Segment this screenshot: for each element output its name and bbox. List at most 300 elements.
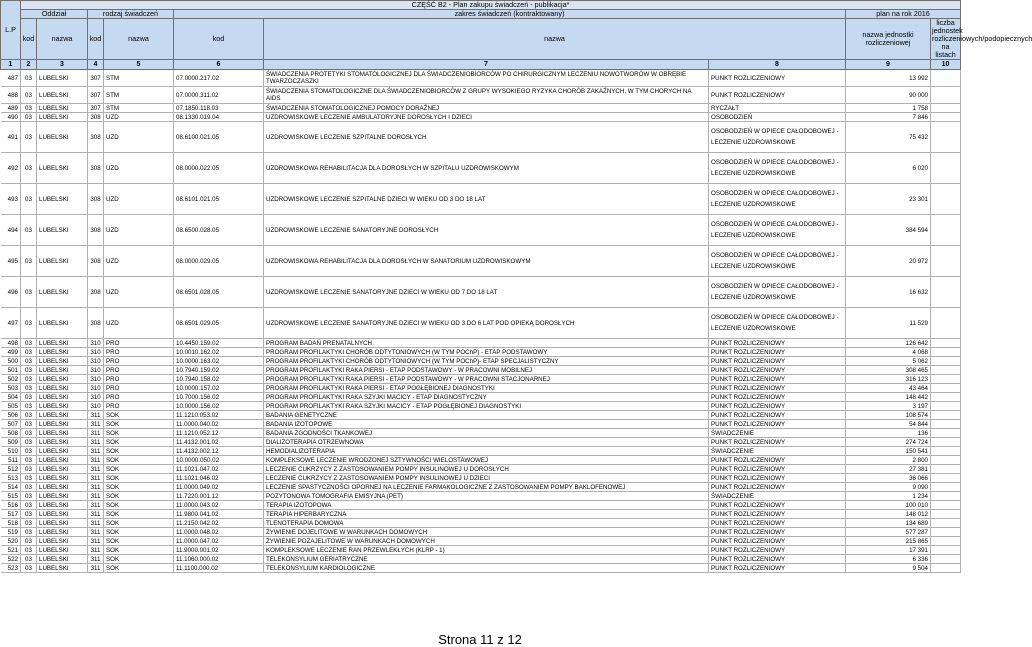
row-uwagi: [931, 483, 961, 492]
header-nazwa: nazwa: [104, 19, 174, 60]
row-oddzial-nazwa: LUBELSKI: [37, 339, 88, 348]
row-zakres-nazwa: UZDROWISKOWE LECZENIE SANATORYJNE DOROSŁYCH: [264, 215, 709, 246]
table-row: [1, 357, 961, 366]
row-oddzial-kod: 03: [21, 429, 37, 438]
row-rodzaj-kod: 310: [88, 402, 104, 411]
row-rodzaj-nazwa: STM: [104, 87, 174, 104]
row-jednostka: OSOBODZIEŃ W OPIECE CAŁODOBOWEJ - LECZENIE UZDROWISKOWE: [709, 215, 846, 246]
row-rodzaj-kod: 308: [88, 122, 104, 153]
row-jednostka: PUNKT ROZLICZENIOWY: [709, 357, 846, 366]
row-oddzial-kod: 03: [21, 348, 37, 357]
row-oddzial-nazwa: LUBELSKI: [37, 375, 88, 384]
row-zakres-nazwa: UZDROWISKOWE LECZENIE SZPITALNE DZIECI W WIEKU OD 3 DO 18 LAT: [264, 184, 709, 215]
row-lp: 513: [1, 474, 21, 483]
row-uwagi: [931, 492, 961, 501]
row-zakres-nazwa: TELEKONSYLIUM KARDIOLOGICZNE: [264, 564, 709, 573]
row-uwagi: [931, 153, 961, 184]
row-oddzial-nazwa: LUBELSKI: [37, 510, 88, 519]
row-oddzial-nazwa: LUBELSKI: [37, 483, 88, 492]
row-oddzial-nazwa: LUBELSKI: [37, 429, 88, 438]
row-jednostka: PUNKT ROZLICZENIOWY: [709, 546, 846, 555]
table-row: [1, 153, 961, 184]
row-rodzaj-kod: 310: [88, 339, 104, 348]
table-row: [1, 366, 961, 375]
row-rodzaj-nazwa: SOK: [104, 519, 174, 528]
row-uwagi: [931, 246, 961, 277]
row-uwagi: [931, 537, 961, 546]
table-row: [1, 375, 961, 384]
row-oddzial-kod: 03: [21, 393, 37, 402]
table-row: [1, 483, 961, 492]
row-rodzaj-nazwa: SOK: [104, 456, 174, 465]
row-liczba: 6 336: [846, 555, 931, 564]
table-row: [1, 492, 961, 501]
row-jednostka: PUNKT ROZLICZENIOWY: [709, 384, 846, 393]
row-zakres-nazwa: LECZENIE CUKRZYCY Z ZASTOSOWANIEM POMPY INSULINOWEJ U DOROSŁYCH: [264, 465, 709, 474]
row-uwagi: [931, 564, 961, 573]
row-oddzial-kod: 03: [21, 339, 37, 348]
header-kod: kod: [88, 19, 104, 60]
row-zakres-nazwa: ŻYWIENIE POZAJELITOWE W WARUNKACH DOMOWYCH: [264, 537, 709, 546]
header-nazwa: nazwa: [37, 19, 88, 60]
row-lp: 522: [1, 555, 21, 564]
table-row: [1, 537, 961, 546]
row-rodzaj-nazwa: STM: [104, 104, 174, 113]
row-oddzial-kod: 03: [21, 246, 37, 277]
row-lp: 516: [1, 501, 21, 510]
row-rodzaj-kod: 308: [88, 184, 104, 215]
row-zakres-kod: 10.7940.158.02: [174, 375, 264, 384]
row-zakres-kod: 11.0000.048.02: [174, 528, 264, 537]
row-zakres-nazwa: LECZENIE SPASTYCZNOŚCI OPORNEJ NA LECZENIE FARMAKOLOGICZNE Z ZASTOSOWANIEM POMPY BAKLOFENOWEJ: [264, 483, 709, 492]
row-rodzaj-nazwa: PRO: [104, 366, 174, 375]
row-zakres-kod: 08.0000.022.05: [174, 153, 264, 184]
row-rodzaj-nazwa: SOK: [104, 555, 174, 564]
row-liczba: 1 758: [846, 104, 931, 113]
row-rodzaj-kod: 311: [88, 447, 104, 456]
row-rodzaj-nazwa: PRO: [104, 393, 174, 402]
row-uwagi: [931, 465, 961, 474]
row-oddzial-kod: 03: [21, 510, 37, 519]
row-jednostka: OSOBODZIEŃ W OPIECE CAŁODOBOWEJ - LECZENIE UZDROWISKOWE: [709, 122, 846, 153]
row-liczba: 9 504: [846, 564, 931, 573]
header-title: CZĘŚĆ B2 - Plan zakupu świadczeń - publikacja*: [21, 1, 961, 10]
row-uwagi: [931, 447, 961, 456]
row-rodzaj-nazwa: SOK: [104, 483, 174, 492]
row-rodzaj-kod: 310: [88, 393, 104, 402]
row-zakres-kod: 11.4132.001.02: [174, 438, 264, 447]
row-liczba: 134 689: [846, 519, 931, 528]
row-oddzial-kod: 03: [21, 122, 37, 153]
row-zakres-nazwa: UZDROWISKOWE LECZENIE AMBULATORYJNE DOROSŁYCH I DZIECI: [264, 113, 709, 122]
row-oddzial-nazwa: LUBELSKI: [37, 122, 88, 153]
row-zakres-kod: 10.7000.156.02: [174, 393, 264, 402]
table-row: [1, 465, 961, 474]
row-oddzial-nazwa: LUBELSKI: [37, 546, 88, 555]
row-liczba: 1 234: [846, 492, 931, 501]
row-zakres-nazwa: LECZENIE CUKRZYCY Z ZASTOSOWANIEM POMPY INSULINOWEJ U DZIECI: [264, 474, 709, 483]
row-liczba: 148 442: [846, 393, 931, 402]
row-oddzial-nazwa: LUBELSKI: [37, 474, 88, 483]
row-lp: 491: [1, 122, 21, 153]
row-lp: 493: [1, 184, 21, 215]
row-rodzaj-nazwa: UZD: [104, 113, 174, 122]
row-uwagi: [931, 104, 961, 113]
row-jednostka: ŚWIADCZENIE: [709, 447, 846, 456]
header-nazwa-jednostki: nazwa jednostki rozliczeniowej: [846, 19, 931, 60]
row-uwagi: [931, 308, 961, 339]
row-jednostka: OSOBODZIEŃ W OPIECE CAŁODOBOWEJ - LECZENIE UZDROWISKOWE: [709, 246, 846, 277]
row-jednostka: PUNKT ROZLICZENIOWY: [709, 438, 846, 447]
row-oddzial-kod: 03: [21, 456, 37, 465]
row-jednostka: PUNKT ROZLICZENIOWY: [709, 528, 846, 537]
row-oddzial-kod: 03: [21, 474, 37, 483]
row-jednostka: PUNKT ROZLICZENIOWY: [709, 474, 846, 483]
row-zakres-kod: 10.0000.156.02: [174, 402, 264, 411]
row-rodzaj-kod: 310: [88, 384, 104, 393]
row-oddzial-nazwa: LUBELSKI: [37, 104, 88, 113]
row-rodzaj-nazwa: UZD: [104, 246, 174, 277]
table-row: [1, 528, 961, 537]
row-lp: 496: [1, 277, 21, 308]
row-jednostka: PUNKT ROZLICZENIOWY: [709, 483, 846, 492]
row-lp: 497: [1, 308, 21, 339]
table-row: [1, 402, 961, 411]
row-zakres-kod: 08.6500.028.05: [174, 215, 264, 246]
row-oddzial-nazwa: LUBELSKI: [37, 438, 88, 447]
row-uwagi: [931, 348, 961, 357]
row-oddzial-nazwa: LUBELSKI: [37, 564, 88, 573]
row-uwagi: [931, 528, 961, 537]
row-oddzial-nazwa: LUBELSKI: [37, 501, 88, 510]
row-rodzaj-nazwa: SOK: [104, 492, 174, 501]
row-liczba: 16 632: [846, 277, 931, 308]
header-lp: L.P: [1, 1, 21, 60]
row-uwagi: [931, 420, 961, 429]
row-rodzaj-kod: 311: [88, 510, 104, 519]
row-rodzaj-nazwa: SOK: [104, 429, 174, 438]
row-liczba: 36 066: [846, 474, 931, 483]
row-jednostka: PUNKT ROZLICZENIOWY: [709, 564, 846, 573]
row-oddzial-kod: 03: [21, 384, 37, 393]
row-jednostka: PUNKT ROZLICZENIOWY: [709, 70, 846, 87]
row-rodzaj-nazwa: SOK: [104, 438, 174, 447]
row-zakres-kod: 11.0000.047.02: [174, 537, 264, 546]
table-row: [1, 184, 961, 215]
row-liczba: 148 012: [846, 510, 931, 519]
row-rodzaj-kod: 310: [88, 366, 104, 375]
row-zakres-kod: 11.1100.000.02: [174, 564, 264, 573]
row-oddzial-kod: 03: [21, 465, 37, 474]
row-rodzaj-kod: 307: [88, 87, 104, 104]
row-zakres-nazwa: POZYTONOWA TOMOGRAFIA EMISYJNA (PET): [264, 492, 709, 501]
row-jednostka: PUNKT ROZLICZENIOWY: [709, 366, 846, 375]
row-zakres-kod: 11.0000.040.02: [174, 420, 264, 429]
row-oddzial-kod: 03: [21, 555, 37, 564]
row-lp: 489: [1, 104, 21, 113]
row-oddzial-nazwa: LUBELSKI: [37, 277, 88, 308]
row-zakres-kod: 08.6501.028.05: [174, 277, 264, 308]
row-oddzial-kod: 03: [21, 564, 37, 573]
row-liczba: 23 301: [846, 184, 931, 215]
row-rodzaj-kod: 307: [88, 104, 104, 113]
row-zakres-nazwa: DIALIZOTERAPIA OTRZEWNOWA: [264, 438, 709, 447]
row-lp: 502: [1, 375, 21, 384]
header-plan: plan na rok 2016: [846, 10, 961, 19]
row-lp: 494: [1, 215, 21, 246]
row-zakres-kod: 07.0000.311.02: [174, 87, 264, 104]
row-zakres-kod: 11.0000.043.02: [174, 501, 264, 510]
header-oddzial: Oddział: [21, 10, 88, 19]
row-zakres-nazwa: HEMODIALIZOTERAPIA: [264, 447, 709, 456]
row-rodzaj-nazwa: UZD: [104, 153, 174, 184]
row-oddzial-kod: 03: [21, 447, 37, 456]
row-zakres-nazwa: PROGRAM PROFILAKTYKI RAKA PIERSI - ETAP PODSTAWOWY - W PRACOWNI STACJONARNEJ: [264, 375, 709, 384]
row-rodzaj-nazwa: UZD: [104, 122, 174, 153]
row-lp: 495: [1, 246, 21, 277]
row-lp: 515: [1, 492, 21, 501]
header-zakres: zakres świadczeń (kontraktowany): [174, 10, 846, 19]
row-liczba: 136: [846, 429, 931, 438]
row-oddzial-nazwa: LUBELSKI: [37, 447, 88, 456]
table-row: [1, 564, 961, 573]
row-lp: 505: [1, 402, 21, 411]
row-liczba: 4 068: [846, 348, 931, 357]
column-number: 4: [88, 60, 104, 70]
row-uwagi: [931, 393, 961, 402]
row-oddzial-kod: 03: [21, 546, 37, 555]
row-rodzaj-kod: 311: [88, 456, 104, 465]
row-liczba: 215 865: [846, 537, 931, 546]
row-rodzaj-kod: 311: [88, 546, 104, 555]
row-lp: 520: [1, 537, 21, 546]
row-uwagi: [931, 357, 961, 366]
row-oddzial-kod: 03: [21, 528, 37, 537]
row-zakres-kod: 11.0000.049.02: [174, 483, 264, 492]
row-zakres-kod: 08.6101.021.05: [174, 184, 264, 215]
page-footer: Strona 11 z 12: [438, 632, 522, 647]
row-lp: 500: [1, 357, 21, 366]
table-row: [1, 339, 961, 348]
row-liczba: 20 972: [846, 246, 931, 277]
row-zakres-nazwa: BADANIA IZOTOPOWE: [264, 420, 709, 429]
table-row: [1, 113, 961, 122]
row-rodzaj-nazwa: UZD: [104, 277, 174, 308]
row-oddzial-nazwa: LUBELSKI: [37, 348, 88, 357]
row-oddzial-nazwa: LUBELSKI: [37, 87, 88, 104]
table-row: [1, 215, 961, 246]
row-uwagi: [931, 366, 961, 375]
table-row: [1, 384, 961, 393]
row-jednostka: PUNKT ROZLICZENIOWY: [709, 465, 846, 474]
row-zakres-kod: 11.7220.001.12: [174, 492, 264, 501]
column-number: 7: [264, 60, 709, 70]
column-number: 6: [174, 60, 264, 70]
row-oddzial-kod: 03: [21, 104, 37, 113]
row-lp: 511: [1, 456, 21, 465]
table-row: [1, 474, 961, 483]
row-uwagi: [931, 438, 961, 447]
row-rodzaj-kod: 310: [88, 357, 104, 366]
column-number: 1: [1, 60, 21, 70]
row-rodzaj-nazwa: UZD: [104, 215, 174, 246]
row-oddzial-nazwa: LUBELSKI: [37, 384, 88, 393]
row-zakres-kod: 11.9800.041.02: [174, 510, 264, 519]
row-oddzial-nazwa: LUBELSKI: [37, 215, 88, 246]
row-zakres-kod: 10.0000.050.02: [174, 456, 264, 465]
row-jednostka: OSOBODZIEŃ: [709, 113, 846, 122]
row-liczba: 150 541: [846, 447, 931, 456]
row-oddzial-kod: 03: [21, 411, 37, 420]
row-liczba: 13 992: [846, 70, 931, 87]
row-zakres-nazwa: ŚWIADCZENIA PROTETYKI STOMATOLOGICZNEJ DLA ŚWIADCZENIOBIORCÓW PO CHIRURGICZNYM LECZENIU NOWOTWORÓW W OBRĘBIE TWARZOCZASZKI: [264, 70, 709, 87]
row-lp: 498: [1, 339, 21, 348]
row-jednostka: PUNKT ROZLICZENIOWY: [709, 519, 846, 528]
row-lp: 487: [1, 70, 21, 87]
table-row: [1, 438, 961, 447]
row-jednostka: RYCZAŁT: [709, 104, 846, 113]
row-rodzaj-kod: 311: [88, 483, 104, 492]
row-zakres-kod: 11.1021.046.02: [174, 474, 264, 483]
row-lp: 504: [1, 393, 21, 402]
row-uwagi: [931, 519, 961, 528]
row-oddzial-nazwa: LUBELSKI: [37, 393, 88, 402]
row-rodzaj-nazwa: SOK: [104, 528, 174, 537]
row-rodzaj-kod: 308: [88, 277, 104, 308]
row-jednostka: OSOBODZIEŃ W OPIECE CAŁODOBOWEJ - LECZENIE UZDROWISKOWE: [709, 153, 846, 184]
row-zakres-nazwa: UZDROWISKOWE LECZENIE SZPITALNE DOROSŁYCH: [264, 122, 709, 153]
row-oddzial-kod: 03: [21, 87, 37, 104]
table-row: [1, 501, 961, 510]
row-jednostka: PUNKT ROZLICZENIOWY: [709, 348, 846, 357]
row-zakres-kod: 11.1210.052.12: [174, 429, 264, 438]
row-oddzial-kod: 03: [21, 483, 37, 492]
row-lp: 499: [1, 348, 21, 357]
row-zakres-nazwa: UZDROWISKOWA REHABILITACJA DLA DOROSŁYCH W SANATORIUM UZDROWISKOWYM: [264, 246, 709, 277]
row-rodzaj-nazwa: PRO: [104, 357, 174, 366]
row-zakres-nazwa: UZDROWISKOWE LECZENIE SANATORYJNE DZIECI W WIEKU OD 7 DO 18 LAT: [264, 277, 709, 308]
row-lp: 506: [1, 411, 21, 420]
row-rodzaj-kod: 311: [88, 537, 104, 546]
row-rodzaj-nazwa: UZD: [104, 308, 174, 339]
row-rodzaj-kod: 311: [88, 528, 104, 537]
row-jednostka: ŚWIADCZENIE: [709, 492, 846, 501]
row-jednostka: PUNKT ROZLICZENIOWY: [709, 87, 846, 104]
row-rodzaj-nazwa: SOK: [104, 447, 174, 456]
row-zakres-kod: 11.1021.047.02: [174, 465, 264, 474]
table-row: [1, 393, 961, 402]
row-rodzaj-kod: 308: [88, 308, 104, 339]
row-zakres-nazwa: BADANIA ZGODNOŚCI TKANKOWEJ: [264, 429, 709, 438]
row-liczba: 5 062: [846, 357, 931, 366]
row-oddzial-nazwa: LUBELSKI: [37, 537, 88, 546]
row-uwagi: [931, 277, 961, 308]
row-liczba: 384 594: [846, 215, 931, 246]
row-rodzaj-kod: 311: [88, 438, 104, 447]
column-number: 2: [21, 60, 37, 70]
row-zakres-kod: 07.0000.217.02: [174, 70, 264, 87]
row-lp: 512: [1, 465, 21, 474]
row-uwagi: [931, 456, 961, 465]
row-zakres-nazwa: KOMPLEKSOWE LECZENIE RAN PRZEWLEKŁYCH (KLRP - 1): [264, 546, 709, 555]
row-jednostka: PUNKT ROZLICZENIOWY: [709, 501, 846, 510]
row-jednostka: PUNKT ROZLICZENIOWY: [709, 393, 846, 402]
row-rodzaj-nazwa: PRO: [104, 402, 174, 411]
row-oddzial-kod: 03: [21, 420, 37, 429]
row-zakres-nazwa: PROGRAM PROFILAKTYKI RAKA SZYJKI MACICY - ETAP POGŁĘBIONEJ DIAGNOSTYKI: [264, 402, 709, 411]
row-zakres-nazwa: PROGRAM PROFILAKTYKI RAKA PIERSI - ETAP POGŁĘBIONEJ DIAGNOSTYKI: [264, 384, 709, 393]
row-zakres-nazwa: PROGRAM PROFILAKTYKI CHORÓB ODTYTONIOWYCH (W TYM POChP)- ETAP SPECJALISTYCZNY: [264, 357, 709, 366]
row-rodzaj-kod: 311: [88, 429, 104, 438]
row-zakres-kod: 08.6100.021.05: [174, 122, 264, 153]
row-zakres-kod: 08.6501.029.05: [174, 308, 264, 339]
row-zakres-kod: 11.1060.000.02: [174, 555, 264, 564]
row-zakres-nazwa: KOMPLEKSOWE LECZENIE WRODZONEJ SZTYWNOŚCI WIELOSTAWOWEJ: [264, 456, 709, 465]
row-uwagi: [931, 510, 961, 519]
row-oddzial-nazwa: LUBELSKI: [37, 465, 88, 474]
row-zakres-kod: 10.0000.163.02: [174, 357, 264, 366]
row-liczba: 108 574: [846, 411, 931, 420]
row-liczba: 6 020: [846, 153, 931, 184]
row-rodzaj-kod: 308: [88, 215, 104, 246]
row-rodzaj-nazwa: PRO: [104, 384, 174, 393]
row-oddzial-nazwa: LUBELSKI: [37, 184, 88, 215]
table-row: [1, 420, 961, 429]
row-jednostka: PUNKT ROZLICZENIOWY: [709, 339, 846, 348]
row-rodzaj-nazwa: PRO: [104, 339, 174, 348]
row-rodzaj-kod: 308: [88, 113, 104, 122]
row-rodzaj-kod: 311: [88, 555, 104, 564]
row-liczba: 90 000: [846, 87, 931, 104]
row-zakres-nazwa: ŚWIADCZENIA STOMATOLOGICZNEJ POMOCY DORAŹNEJ: [264, 104, 709, 113]
row-oddzial-kod: 03: [21, 215, 37, 246]
row-uwagi: [931, 402, 961, 411]
row-uwagi: [931, 184, 961, 215]
row-lp: 521: [1, 546, 21, 555]
row-lp: 488: [1, 87, 21, 104]
row-liczba: 54 844: [846, 420, 931, 429]
row-rodzaj-nazwa: SOK: [104, 420, 174, 429]
row-zakres-nazwa: PROGRAM PROFILAKTYKI RAKA PIERSI - ETAP PODSTAWOWY - W PRACOWNI MOBILNEJ: [264, 366, 709, 375]
row-zakres-kod: 07.1850.118.03: [174, 104, 264, 113]
row-zakres-kod: 11.2150.042.02: [174, 519, 264, 528]
row-zakres-kod: 10.7940.159.02: [174, 366, 264, 375]
row-uwagi: [931, 429, 961, 438]
row-liczba: 7 846: [846, 113, 931, 122]
row-zakres-kod: 10.0010.162.02: [174, 348, 264, 357]
column-number: 3: [37, 60, 88, 70]
row-zakres-nazwa: TERAPIA HIPERBARYCZNA: [264, 510, 709, 519]
row-lp: 510: [1, 447, 21, 456]
table-row: [1, 447, 961, 456]
row-rodzaj-nazwa: SOK: [104, 564, 174, 573]
row-oddzial-kod: 03: [21, 375, 37, 384]
row-zakres-kod: 11.4132.002.12: [174, 447, 264, 456]
row-oddzial-nazwa: LUBELSKI: [37, 357, 88, 366]
row-jednostka: PUNKT ROZLICZENIOWY: [709, 411, 846, 420]
row-rodzaj-kod: 311: [88, 501, 104, 510]
table-row: [1, 411, 961, 420]
row-liczba: 100 010: [846, 501, 931, 510]
row-oddzial-kod: 03: [21, 113, 37, 122]
row-rodzaj-nazwa: PRO: [104, 375, 174, 384]
row-oddzial-nazwa: LUBELSKI: [37, 366, 88, 375]
row-oddzial-nazwa: LUBELSKI: [37, 308, 88, 339]
row-oddzial-nazwa: LUBELSKI: [37, 555, 88, 564]
row-uwagi: [931, 122, 961, 153]
row-rodzaj-nazwa: SOK: [104, 510, 174, 519]
row-oddzial-nazwa: LUBELSKI: [37, 402, 88, 411]
